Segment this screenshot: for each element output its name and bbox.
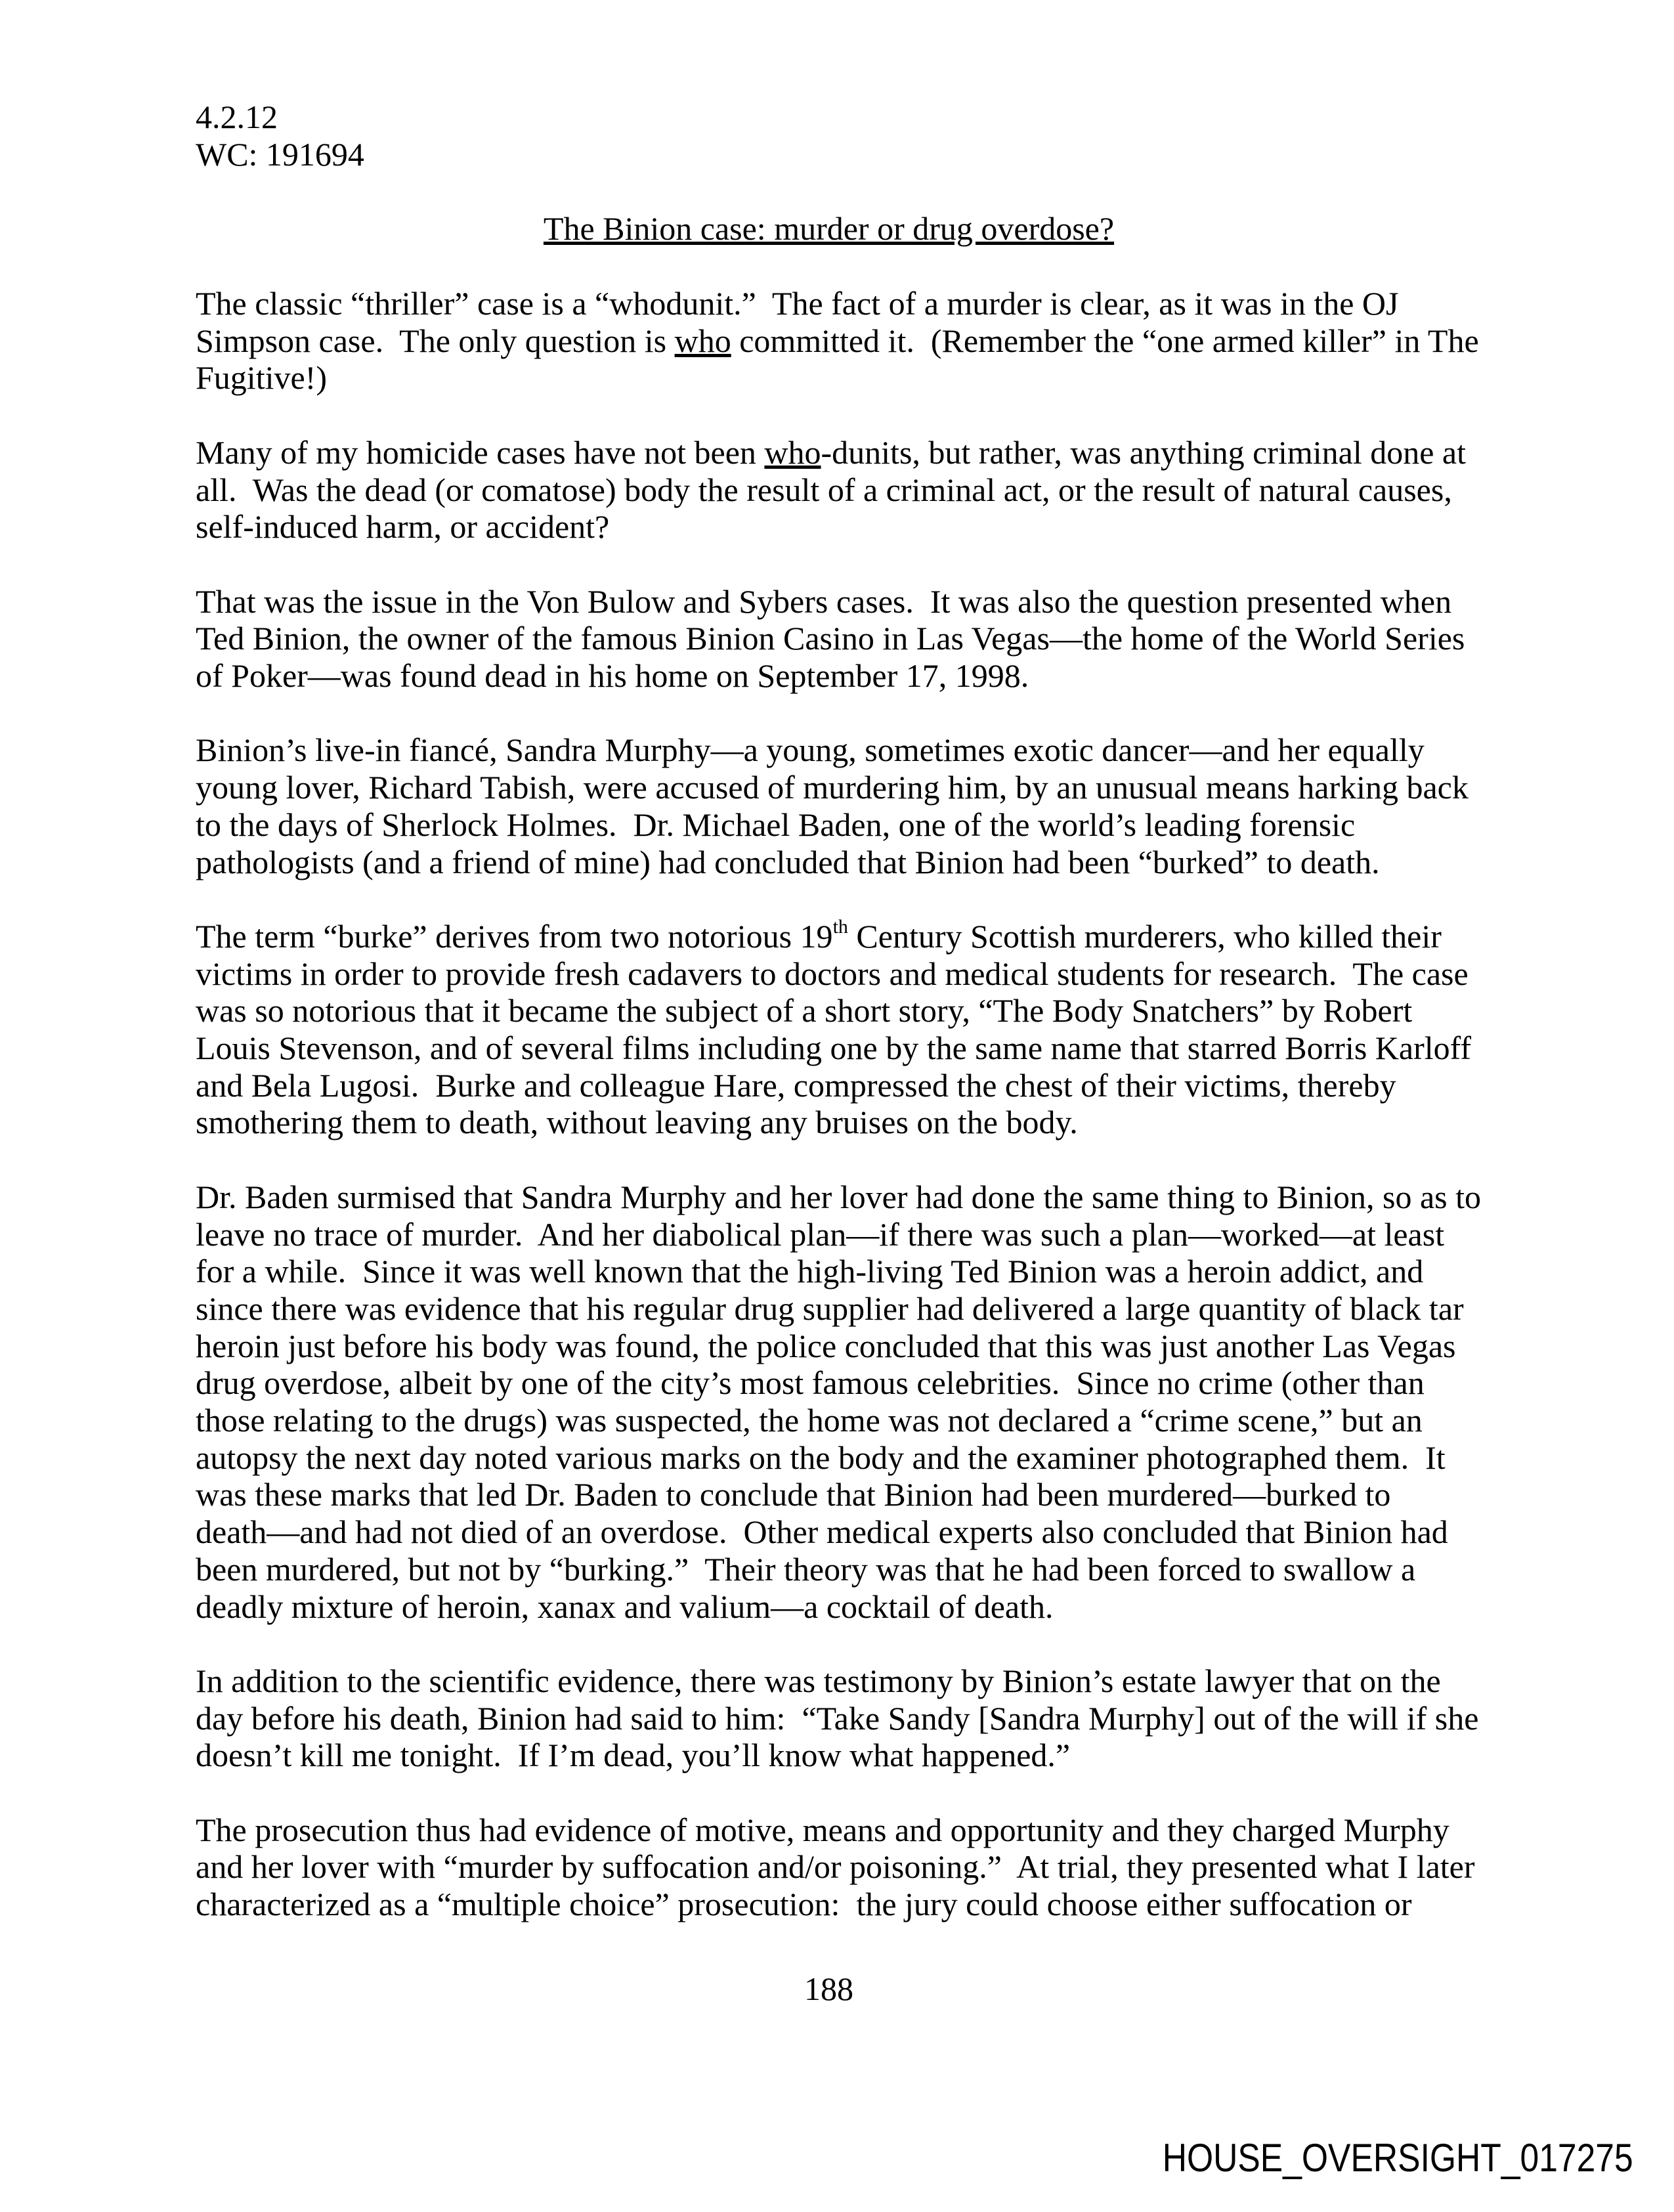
document-date: 4.2.12 <box>196 98 278 135</box>
text-line: Louis Stevenson, and of several films including one by the same name that starred Borris Karloff <box>196 1030 1472 1066</box>
text-segment: Century Scottish murderers, who killed their <box>848 917 1442 955</box>
text-line: characterized as a “multiple choice” prosecution: the jury could choose either suffocation or <box>196 1886 1412 1923</box>
text-line: was so notorious that it became the subject of a short story, “The Body Snatchers” by Robert <box>196 992 1413 1030</box>
text-line: since there was evidence that his regular drug supplier had delivered a large quantity of black tar <box>196 1290 1464 1327</box>
text-line <box>196 915 1509 955</box>
paragraph <box>196 434 1509 546</box>
text-line: heroin just before his body was found, the police concluded that this was just another Las Vegas <box>196 1327 1456 1364</box>
underlined-text: who <box>764 433 821 471</box>
text-line: That was the issue in the Von Bulow and Sybers cases. It was also the question presented when <box>196 582 1452 620</box>
text-line: to the days of Sherlock Holmes. Dr. Michael Baden, one of the world’s leading forensic <box>196 806 1356 843</box>
paragraph <box>196 285 1509 397</box>
text-segment: Many of my homicide cases have not been <box>196 433 765 471</box>
superscript-text: th <box>832 915 848 938</box>
text-line: drug overdose, albeit by one of the city’s most famous celebrities. Since no crime (other than <box>196 1364 1425 1402</box>
underlined-text: who <box>674 322 731 359</box>
text-line: and Bela Lugosi. Burke and colleague Hare, compressed the chest of their victims, thereby <box>196 1066 1396 1104</box>
page-title: The Binion case: murder or drug overdose? <box>543 210 1115 247</box>
word-count: WC: 191694 <box>196 136 364 173</box>
text-line: self-induced harm, or accident? <box>196 508 610 546</box>
text-line: for a while. Since it was well known that the high-living Ted Binion was a heroin addict, and <box>196 1253 1424 1290</box>
text-line <box>196 434 1509 471</box>
text-line: victims in order to provide fresh cadavers to doctors and medical students for research. The case <box>196 955 1469 992</box>
text-line: In addition to the scientific evidence, there was testimony by Binion’s estate lawyer that on the <box>196 1662 1441 1699</box>
text-line: Binion’s live-in fiancé, Sandra Murphy—a young, sometimes exotic dancer—and her equally <box>196 731 1425 769</box>
document-body <box>196 285 1509 1961</box>
paragraph <box>196 1662 1509 1774</box>
text-segment: Simpson case. The only question is <box>196 322 675 359</box>
paragraph <box>196 915 1509 1141</box>
text-line: Fugitive!) <box>196 359 327 397</box>
text-line: day before his death, Binion had said to him: “Take Sandy [Sandra Murphy] out of the will if she <box>196 1699 1479 1737</box>
text-line: young lover, Richard Tabish, were accused of murdering him, by an unusual means harking back <box>196 769 1469 806</box>
text-segment: committed it. (Remember the “one armed killer” in The <box>731 322 1479 359</box>
text-line: been murdered, but not by “burking.” Their theory was that he had been forced to swallow a <box>196 1550 1416 1588</box>
text-line: doesn’t kill me tonight. If I’m dead, you’ll know what happened.” <box>196 1737 1071 1774</box>
bates-stamp: HOUSE_OVERSIGHT_017275 <box>1163 2136 1633 2180</box>
paragraph <box>196 731 1509 880</box>
text-line: leave no trace of murder. And her diabolical plan—if there was such a plan—worked—at least <box>196 1215 1445 1253</box>
paragraph <box>196 1811 1509 1923</box>
text-line: The classic “thriller” case is a “whodunit.” The fact of a murder is clear, as it was in the OJ <box>196 285 1399 322</box>
page-number: 188 <box>804 1970 853 2007</box>
text-line: of Poker—was found dead in his home on September 17, 1998. <box>196 657 1029 694</box>
text-line <box>196 322 1509 360</box>
text-line: Dr. Baden surmised that Sandra Murphy and her lover had done the same thing to Binion, so as to <box>196 1178 1481 1215</box>
text-line: pathologists (and a friend of mine) had concluded that Binion had been “burked” to death. <box>196 843 1380 880</box>
text-line: all. Was the dead (or comatose) body the result of a criminal act, or the result of natural causes, <box>196 471 1452 508</box>
paragraph <box>196 583 1509 695</box>
text-line: The prosecution thus had evidence of motive, means and opportunity and they charged Murphy <box>196 1811 1449 1848</box>
text-line: death—and had not died of an overdose. Other medical experts also concluded that Binion had <box>196 1513 1448 1551</box>
text-line: Ted Binion, the owner of the famous Binion Casino in Las Vegas—the home of the World Series <box>196 620 1465 657</box>
text-line: and her lover with “murder by suffocation and/or poisoning.” At trial, they presented what I later <box>196 1848 1475 1886</box>
text-line: autopsy the next day noted various marks on the body and the examiner photographed them. It <box>196 1439 1446 1476</box>
text-line: those relating to the drugs) was suspected, the home was not declared a “crime scene,” but an <box>196 1402 1423 1439</box>
text-segment: The term “burke” derives from two notorious 19 <box>196 917 833 955</box>
text-line: smothering them to death, without leaving any bruises on the body. <box>196 1104 1078 1141</box>
text-line: deadly mixture of heroin, xanax and valium—a cocktail of death. <box>196 1588 1054 1625</box>
text-segment: -dunits, but rather, was anything criminal done at <box>821 433 1466 471</box>
text-line: was these marks that led Dr. Baden to conclude that Binion had been murdered—burked to <box>196 1476 1391 1513</box>
paragraph <box>196 1179 1509 1625</box>
